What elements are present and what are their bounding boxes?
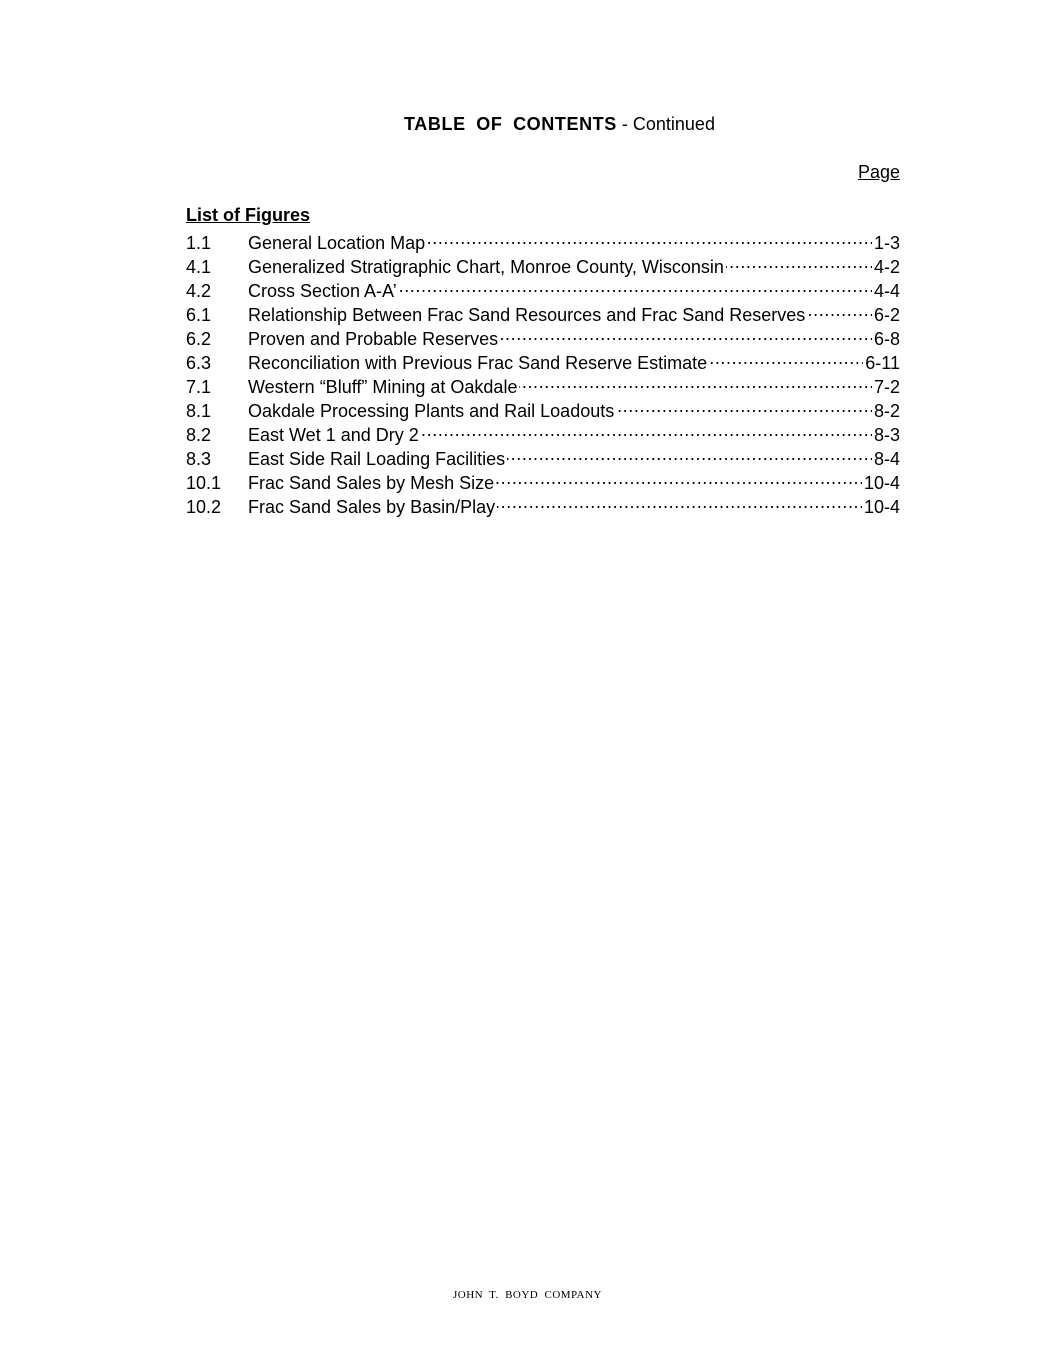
dot-leader — [421, 419, 872, 441]
dot-leader — [726, 251, 872, 273]
figure-entry[interactable] — [186, 443, 900, 467]
figure-title: Western “Bluff” Mining at Oakdale — [248, 377, 518, 397]
figure-entry[interactable] — [186, 227, 900, 251]
figure-title: Reconciliation with Previous Frac Sand Reserve Estimate — [248, 353, 708, 373]
figure-title: Proven and Probable Reserves — [248, 329, 499, 349]
figure-entry[interactable] — [186, 323, 900, 347]
figure-number: 8.2 — [186, 425, 212, 445]
figure-number: 6.3 — [186, 353, 212, 373]
figure-page-number: 6-8 — [873, 329, 900, 349]
figure-entry[interactable] — [186, 347, 900, 371]
figure-page-number: 1-3 — [873, 233, 900, 253]
figure-entry[interactable] — [186, 491, 900, 515]
dot-leader — [507, 443, 872, 465]
figure-title: General Location Map — [248, 233, 426, 253]
figure-page-number: 6-11 — [865, 353, 900, 373]
figure-number: 4.1 — [186, 257, 212, 277]
figure-entry[interactable] — [186, 395, 900, 419]
figure-number: 10.2 — [186, 497, 222, 517]
footer-company: JOHN T. BOYD COMPANY — [453, 1289, 602, 1301]
figure-page-number: 10-4 — [863, 473, 900, 493]
page-title-suffix: - Continued — [616, 114, 715, 134]
dot-leader — [807, 299, 872, 321]
dot-leader — [399, 275, 872, 297]
figure-entry[interactable] — [186, 467, 900, 491]
figure-page-number: 4-4 — [873, 281, 900, 301]
figure-page-number: 8-4 — [873, 449, 900, 469]
figure-page-number: 7-2 — [873, 377, 900, 397]
dot-leader — [427, 227, 872, 249]
figure-number: 8.1 — [186, 401, 212, 421]
dot-leader — [497, 491, 862, 513]
dot-leader — [496, 467, 862, 489]
figure-title: East Side Rail Loading Facilities — [248, 449, 506, 469]
figure-title: Oakdale Processing Plants and Rail Loadouts — [248, 401, 615, 421]
page-title — [0, 113, 1055, 135]
page-column-label: Page — [857, 162, 900, 182]
figure-number: 6.2 — [186, 329, 212, 349]
page-title-main: TABLE OF CONTENTS — [404, 114, 617, 134]
figure-number: 4.2 — [186, 281, 212, 301]
figure-title: Frac Sand Sales by Basin/Play — [248, 497, 496, 517]
figure-page-number: 4-2 — [873, 257, 900, 277]
figure-number: 1.1 — [186, 233, 212, 253]
figure-page-number: 8-2 — [873, 401, 900, 421]
section-heading: List of Figures — [186, 205, 311, 225]
figure-number: 6.1 — [186, 305, 212, 325]
figure-number: 7.1 — [186, 377, 212, 397]
dot-leader — [709, 347, 863, 369]
dot-leader — [519, 371, 872, 393]
figure-title: Frac Sand Sales by Mesh Size — [248, 473, 495, 493]
figure-title: Relationship Between Frac Sand Resources and Frac Sand Reserves — [248, 305, 806, 325]
figure-title: East Wet 1 and Dry 2 — [248, 425, 419, 445]
figure-page-number: 10-4 — [863, 497, 900, 517]
figure-title: Generalized Stratigraphic Chart, Monroe County, Wisconsin — [248, 257, 724, 277]
dot-leader — [616, 395, 872, 417]
figure-entry[interactable] — [186, 299, 900, 323]
figure-number: 10.1 — [186, 473, 222, 493]
figure-page-number: 8-3 — [873, 425, 900, 445]
dot-leader — [500, 323, 872, 345]
figure-entry[interactable] — [186, 371, 900, 395]
figure-entry[interactable] — [186, 419, 900, 443]
figure-number: 8.3 — [186, 449, 212, 469]
figure-entry[interactable] — [186, 275, 900, 299]
figure-page-number: 6-2 — [873, 305, 900, 325]
figure-entry[interactable] — [186, 251, 900, 275]
figure-title: Cross Section A-A’ — [248, 281, 397, 301]
figure-list — [186, 227, 900, 515]
